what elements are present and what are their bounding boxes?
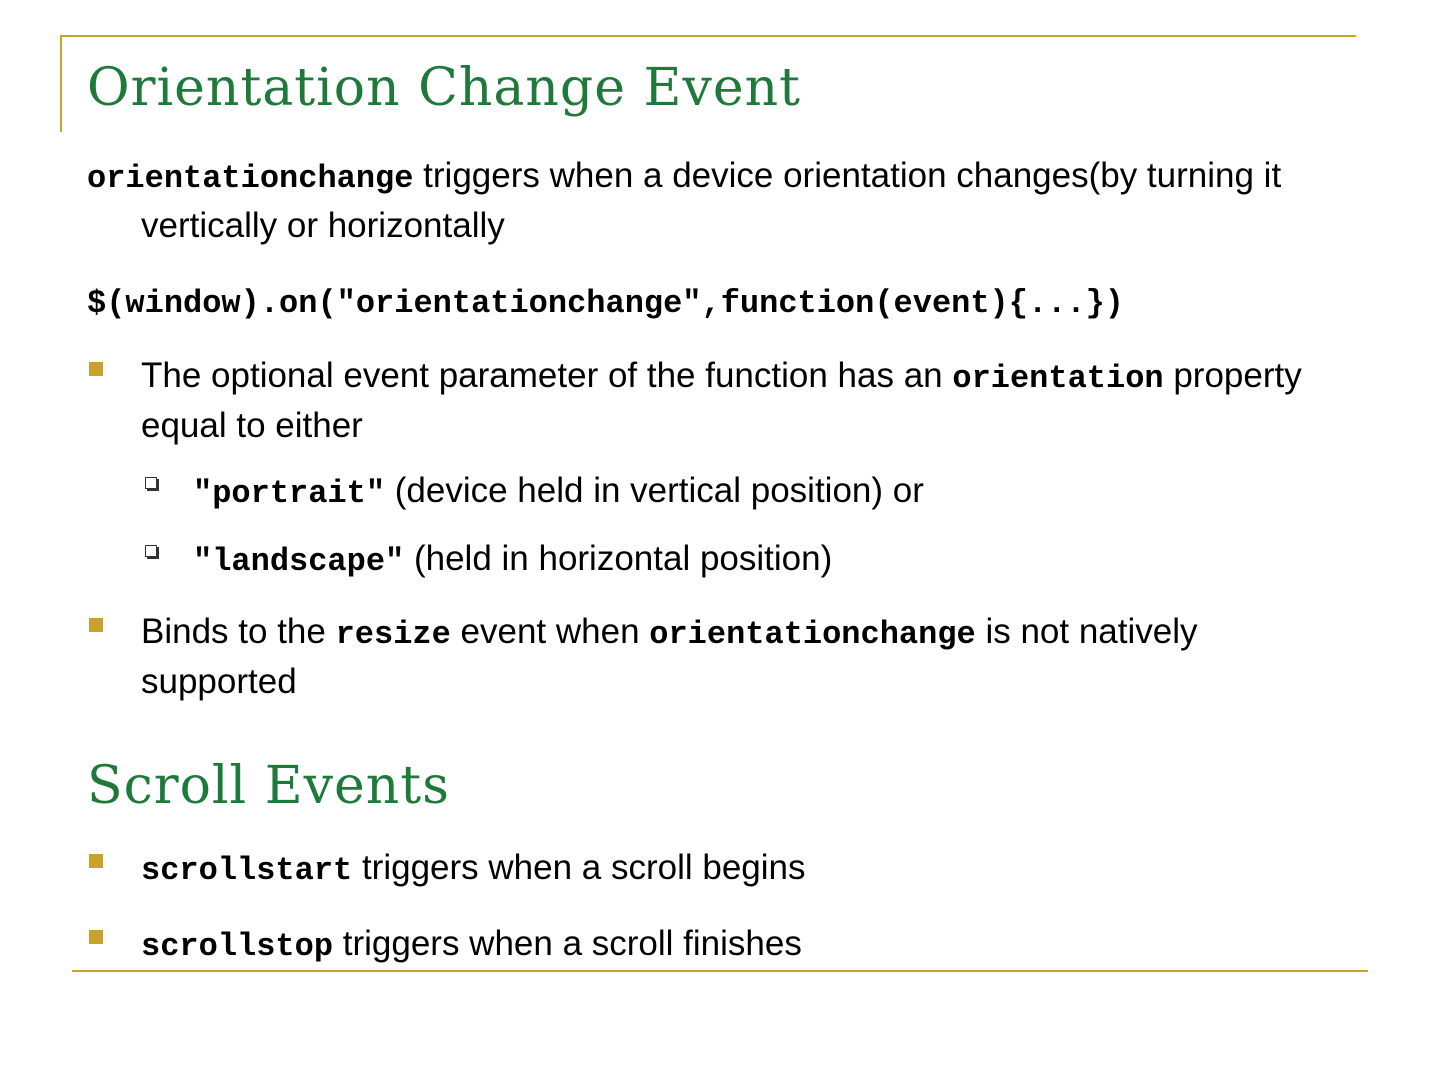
square-bullet-icon [89,362,103,376]
slide-title-scroll: Scroll Events [87,756,450,816]
bullet-resize-fallback [141,608,1351,705]
sub2-code: "landscape" [193,543,405,580]
bullet2-code-a: resize [335,616,451,653]
code-example: $(window).on("orientationchange",function(event){...}) [87,285,1124,322]
bullet1-code: orientation [952,360,1164,397]
bullet2-text-c: is not natively supported [141,612,1198,701]
sub1-text: (device held in vertical position) or [385,471,924,510]
frame-bottom-rule [72,970,1368,972]
bullet1-text-b: property equal to either [141,356,1302,445]
bullet-scrollstop [141,920,1351,970]
bullet-orientation-param [141,352,1351,449]
bullet2-code-b: orientationchange [649,616,976,653]
frame-left-rule [60,35,62,132]
hollow-square-bullet-icon [145,477,157,489]
intro-code: orientationchange [87,160,414,197]
hollow-square-bullet-icon [145,545,157,557]
bullet-scrollstart [141,844,1351,894]
square-bullet-icon [89,854,103,868]
frame-top-rule [60,35,1356,37]
bullet3-code: scrollstart [141,852,353,889]
square-bullet-icon [89,930,103,944]
bullet2-text-b: event when [450,612,650,651]
bullet2-text-a: Binds to the [141,612,336,651]
bullet3-text: triggers when a scroll begins [352,848,806,887]
sub1-code: "portrait" [193,475,386,512]
intro-paragraph [87,152,1337,249]
sub-bullet-landscape [193,535,1343,585]
square-bullet-icon [89,618,103,632]
bullet1-text-a: The optional event parameter of the function has an [141,356,953,395]
sub2-text: (held in horizontal position) [404,539,833,578]
bullet4-text: triggers when a scroll finishes [333,924,802,963]
sub-bullet-portrait [193,467,1343,517]
bullet4-code: scrollstop [141,928,334,965]
slide-title-orientation: Orientation Change Event [87,58,801,118]
intro-text: triggers when a device orientation changes(by turning it vertically or horizontally [141,156,1282,245]
